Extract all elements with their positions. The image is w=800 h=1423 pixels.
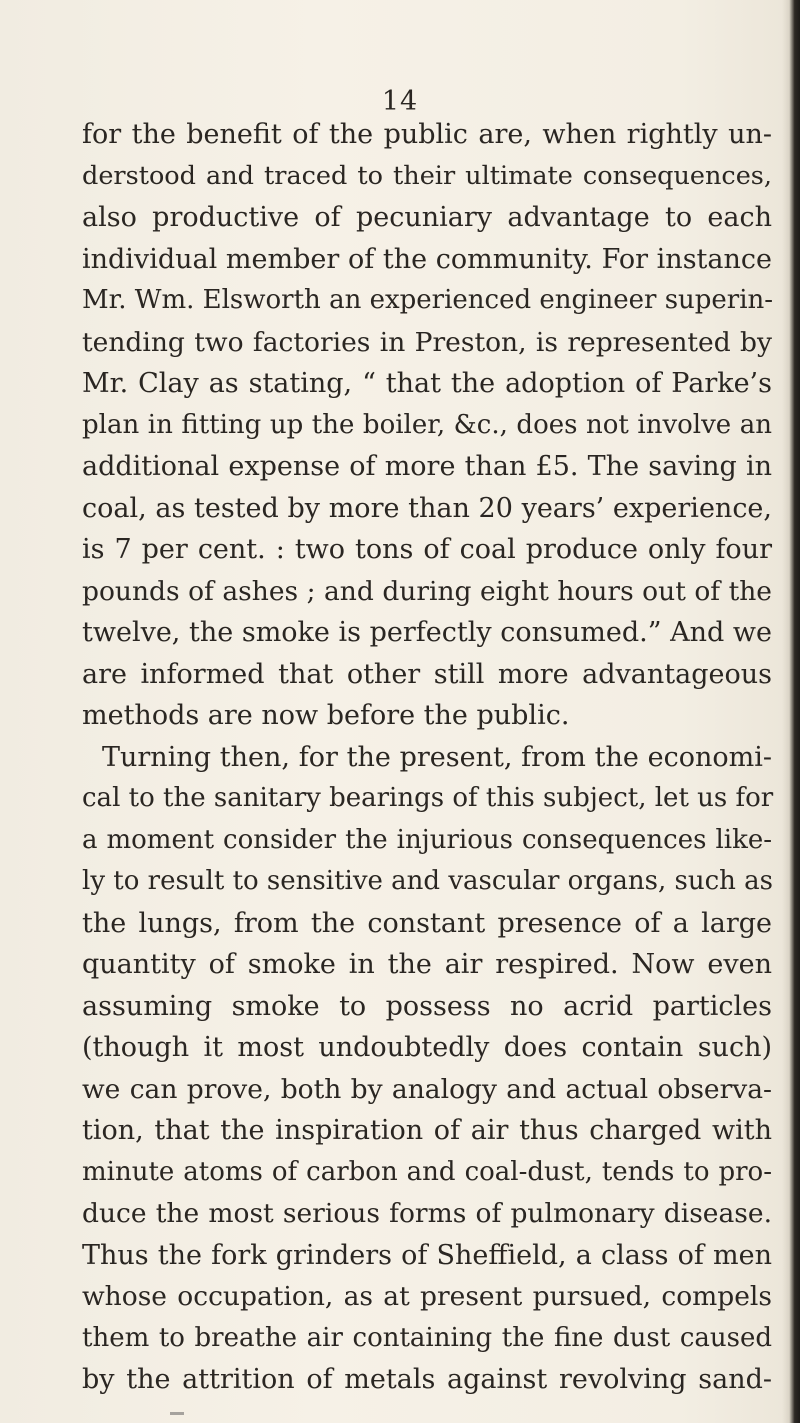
text-line: we can prove, both by analogy and actual observa- xyxy=(82,1073,772,1105)
ink-speck xyxy=(170,1412,184,1415)
text-line: ly to result to sensitive and vascular organs, such as xyxy=(82,866,774,896)
text-line: the lungs, from the constant presence of a large xyxy=(82,907,772,939)
text-line: additional expense of more than £5. The saving in xyxy=(82,451,772,482)
text-line: Mr. Wm. Elsworth an experienced engineer superin- xyxy=(82,285,774,315)
text-line: are informed that other still more advantageous xyxy=(82,658,772,690)
text-line: derstood and traced to their ultimate consequences, xyxy=(82,160,772,191)
text-line: them to breathe air containing the fine dust caused xyxy=(82,1322,772,1353)
text-line: for the benefit of the public are, when rightly un- xyxy=(82,119,772,150)
text-line: by the attrition of metals against revolving sand- xyxy=(82,1364,772,1395)
text-line: whose occupation, as at present pursued, compels xyxy=(82,1281,772,1312)
text-line: a moment consider the injurious consequences like- xyxy=(82,824,772,855)
text-line: duce the most serious forms of pulmonary disease. xyxy=(82,1198,772,1229)
text-line: is 7 per cent. : two tons of coal produce only four xyxy=(82,534,772,565)
text-line: cal to the sanitary bearings of this subject, let us for xyxy=(82,783,774,813)
text-line: tending two factories in Preston, is represented by xyxy=(82,326,772,358)
page-binding-edge xyxy=(782,0,800,1423)
text-line: methods are now before the public. xyxy=(82,700,570,731)
body-text xyxy=(82,114,772,1401)
text-line: quantity of smoke in the air respired. Now even xyxy=(82,949,772,980)
page-number: 14 xyxy=(381,86,419,117)
text-line: coal, as tested by more than 20 years’ experience, xyxy=(82,492,772,524)
text-line: pounds of ashes ; and during eight hours out of the xyxy=(82,575,772,607)
text-line: Turning then, for the present, from the economi- xyxy=(102,741,772,773)
text-line: tion, that the inspiration of air thus charged with xyxy=(82,1115,772,1146)
text-line: individual member of the community. For instance xyxy=(82,243,772,275)
text-line: assuming smoke to possess no acrid particles xyxy=(82,990,772,1022)
text-line: (though it most undoubtedly does contain such) xyxy=(82,1032,772,1063)
text-line: plan in fitting up the boiler, &c., does not involve an xyxy=(82,409,772,440)
text-line: Thus the fork grinders of Sheffield, a class of men xyxy=(82,1239,772,1271)
text-line: twelve, the smoke is perfectly consumed.” And we xyxy=(82,617,772,648)
text-line: minute atoms of carbon and coal-dust, tends to pro- xyxy=(82,1156,772,1187)
text-line: also productive of pecuniary advantage to each xyxy=(82,202,772,233)
text-line: Mr. Clay as stating, “ that the adoption of Parke’s xyxy=(82,368,772,399)
